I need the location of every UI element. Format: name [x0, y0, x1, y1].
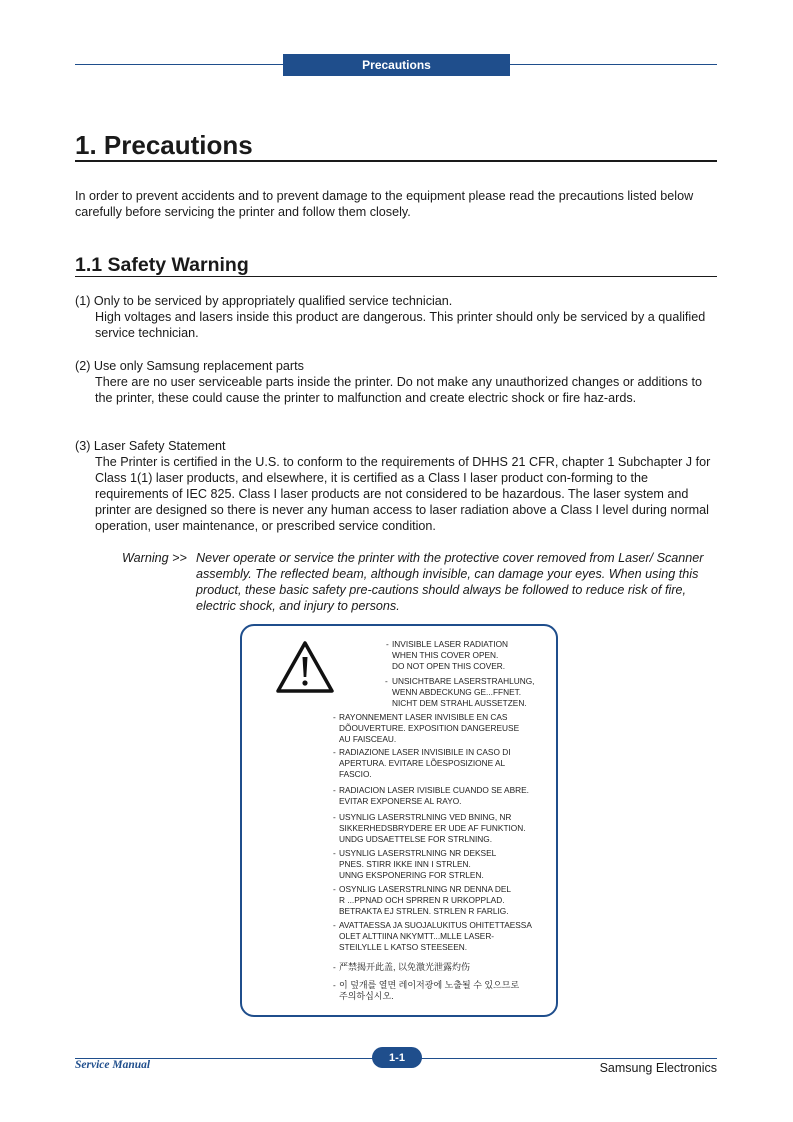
safety-item-1 — [75, 293, 717, 341]
laser-label-text: RADIACION LASER IVISIBLE CUANDO SE ABRE. EVITAR EXPONERSE AL RAYO. — [339, 785, 529, 806]
header-rule-left — [75, 64, 283, 65]
laser-label-text: 이 덮개를 열면 레이저광에 노출될 수 있으므로 주의하십시오. — [339, 980, 520, 1001]
laser-label-separator: - — [333, 884, 336, 894]
laser-label-text: 严禁揭开此盖, 以免激光泄露灼伤 — [339, 962, 471, 972]
warning-triangle-icon — [275, 640, 335, 694]
laser-label-separator: - — [333, 785, 336, 795]
safety-item-heading: (3) Laser Safety Statement — [75, 439, 226, 453]
section-title: 1.1 Safety Warning — [75, 254, 717, 277]
page-title: 1. Precautions — [75, 130, 717, 162]
laser-label-separator: - — [386, 639, 389, 649]
laser-label-text: INVISIBLE LASER RADIATION WHEN THIS COVER OPEN. DO NOT OPEN THIS COVER. — [392, 639, 509, 671]
laser-label-text: RAYONNEMENT LASER INVISIBLE EN CAS DÕOUVERTURE. EXPOSITION DANGEREUSE AU FAISCEAU. — [339, 712, 520, 744]
laser-label-separator: - — [333, 980, 336, 990]
laser-label-text: RADIAZIONE LASER INVISIBILE IN CASO DI APERTURA. EVITARE LÕESPOSIZIONE AL FASCIO. — [339, 747, 511, 779]
safety-item-heading: (1) Only to be serviced by appropriately qualified service technician. — [75, 294, 453, 308]
laser-label-separator: - — [333, 747, 336, 757]
header-rule-right — [510, 64, 717, 65]
safety-item-body: The Printer is certified in the U.S. to conform to the requirements of DHHS 21 CFR, chapter 1 Subchapter J for Class 1(1) laser products, and elsewhere, it is certified as a Class I laser product con-forming to the requirements of IEC 825. Class I laser products are not considered to be hazardous. The laser system and printer are designed so there is never any human access to laser radiation above a Class I level during normal operation, user maintenance, or prescribed service condition. — [95, 455, 711, 534]
laser-label-separator: - — [385, 676, 388, 686]
safety-item-2 — [75, 358, 717, 406]
laser-label-separator: - — [333, 712, 336, 722]
laser-label-text: UNSICHTBARE LASERSTRAHLUNG, WENN ABDECKUNG GE...FFNET. NICHT DEM STRAHL AUSSETZEN. — [392, 676, 535, 708]
page-number: 1-1 — [372, 1047, 422, 1068]
safety-item-body: There are no user serviceable parts inside the printer. Do not make any unauthorized changes or additions to the printer, these could cause the printer to malfunction and create electric shock or fire haz-ards. — [95, 375, 702, 406]
safety-item-heading: (2) Use only Samsung replacement parts — [75, 359, 304, 373]
safety-item-3 — [75, 438, 717, 535]
footer-company: Samsung Electronics — [599, 1061, 717, 1075]
laser-label-separator: - — [333, 920, 336, 930]
header-tab: Precautions — [283, 54, 510, 76]
laser-label-text: USYNLIG LASERSTRLNING NR DEKSEL PNES. STIRR IKKE INN I STRLEN. UNNG EKSPONERING FOR STRLEN. — [339, 848, 497, 880]
laser-label-separator: - — [333, 812, 336, 822]
laser-label-separator: - — [333, 962, 336, 972]
warning-note — [122, 550, 722, 614]
warning-label: Warning >> — [122, 551, 187, 565]
warning-text: Never operate or service the printer with the protective cover removed from Laser/ Scanner assembly. The reflected beam, although invisible, can damage your eyes. When using this product, these basic safety pre-cautions should always be followed to reduce risk of fire, electric shock, and injury to persons. — [196, 551, 704, 614]
intro-paragraph: In order to prevent accidents and to prevent damage to the equipment please read the precautions listed below carefully before servicing the printer and follow them closely. — [75, 189, 694, 220]
footer-rule-right — [420, 1058, 717, 1059]
footer-manual-title: Service Manual — [75, 1059, 151, 1071]
safety-item-body: High voltages and lasers inside this product are dangerous. This printer should only be serviced by a qualified service technician. — [95, 310, 706, 341]
laser-label-text: AVATTAESSA JA SUOJALUKITUS OHITETTAESSA OLET ALTTIINA NKYMTT...MLLE LASER- STEILYLLE L KATSO STEESEEN. — [339, 920, 532, 952]
laser-label-separator: - — [333, 848, 336, 858]
laser-label-text: USYNLIG LASERSTRLNING VED BNING, NR SIKKERHEDSBRYDERE ER UDE AF FUNKTION. UNDG UDSAETTELSE FOR STRLNING. — [339, 812, 526, 844]
laser-label-text: OSYNLIG LASERSTRLNING NR DENNA DEL R ...PPNAD OCH SPRREN R URKOPPLAD. BETRAKTA EJ STRLEN. STRLEN R FARLIG. — [339, 884, 511, 916]
